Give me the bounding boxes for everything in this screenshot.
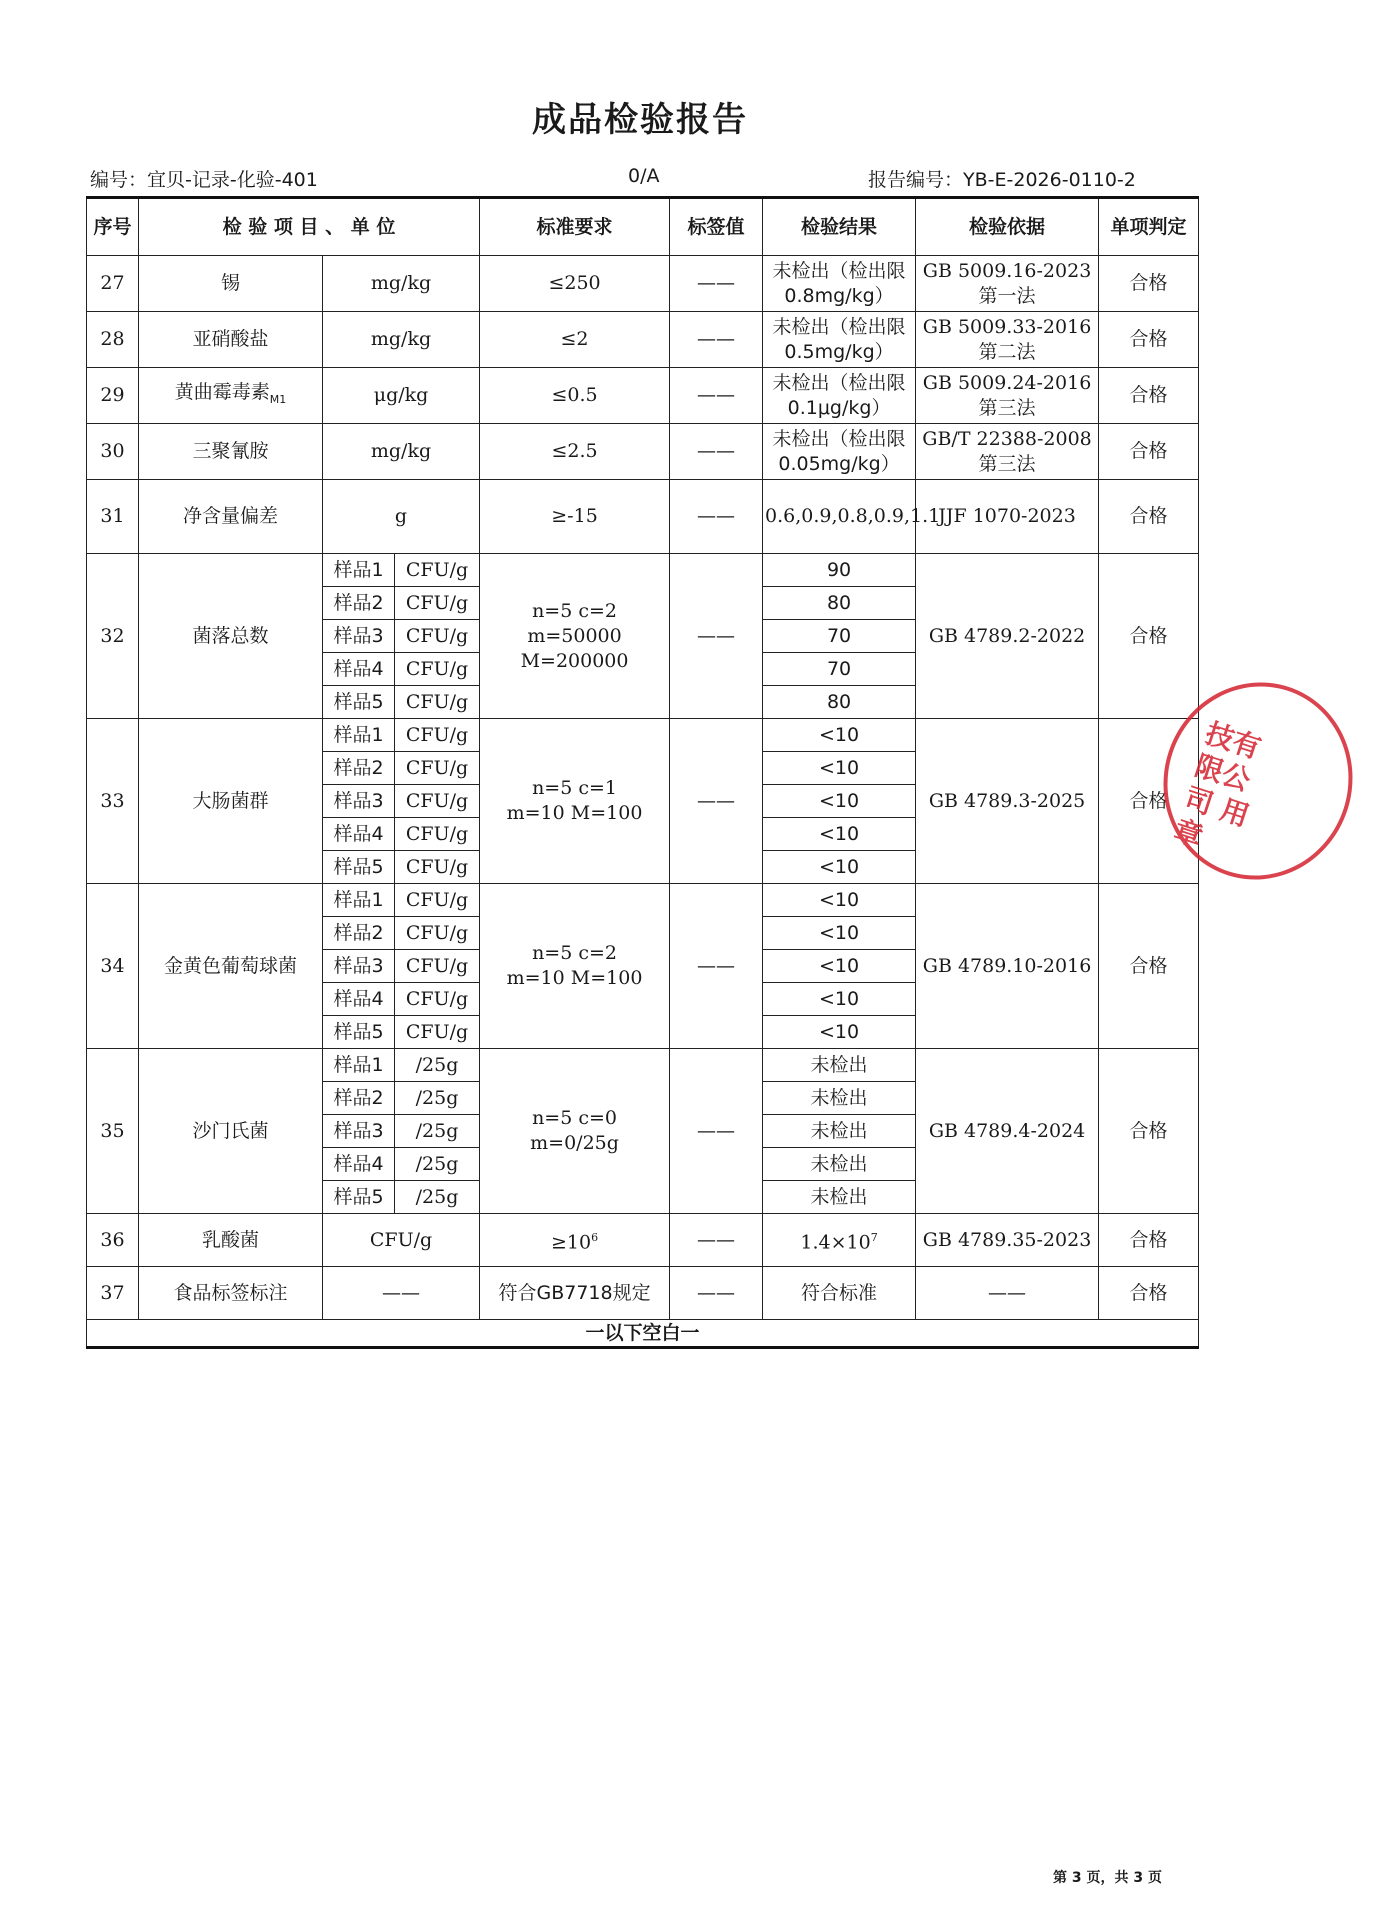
sample-unit: /25g [395,1049,480,1082]
sample-unit: CFU/g [395,884,480,917]
sample-unit: CFU/g [395,1016,480,1049]
standard: ≤2.5 [480,424,670,480]
standard: ≤250 [480,256,670,312]
label-value: —— [670,1267,763,1320]
row-no: 28 [87,312,139,368]
inspection-table [86,196,1199,1349]
item-name-text: 黄曲霉毒素 [174,380,270,403]
sample-unit: CFU/g [395,950,480,983]
table-row [87,1049,1199,1082]
result: 未检出（检出限0.1μg/kg） [763,368,916,424]
sample-name: 样品2 [323,752,395,785]
item-unit: mg/kg [323,312,480,368]
sample-unit: /25g [395,1082,480,1115]
judgement: 合格 [1099,719,1199,884]
row-no: 27 [87,256,139,312]
item-unit: g [323,480,480,554]
sample-result: 70 [763,620,916,653]
sample-result: 未检出 [763,1049,916,1082]
judgement: 合格 [1099,424,1199,480]
microbiology-section [87,554,1199,1214]
standard-exponent: 6 [591,1230,599,1244]
sample-name: 样品3 [323,785,395,818]
result [763,1214,916,1267]
label-value: —— [670,312,763,368]
basis: GB 5009.16-2023 第一法 [916,256,1099,312]
item-name: 乳酸菌 [139,1214,323,1267]
page-number: 第 3 页，共 3 页 [1053,1870,1162,1886]
table-row [87,424,1199,480]
sample-result: <10 [763,917,916,950]
judgement: 合格 [1099,480,1199,554]
basis: JJF 1070-2023 [916,480,1099,554]
item-name: 金黄色葡萄球菌 [139,884,323,1049]
basis: GB 4789.4-2024 [916,1049,1099,1214]
item-name: 大肠菌群 [139,719,323,884]
label-value: —— [670,719,763,884]
item-unit: mg/kg [323,424,480,480]
result: 未检出（检出限0.8mg/kg） [763,256,916,312]
sample-name: 样品5 [323,1016,395,1049]
sample-result: 未检出 [763,1148,916,1181]
label-value: —— [670,256,763,312]
row-no: 30 [87,424,139,480]
item-unit: mg/kg [323,256,480,312]
table-row [87,719,1199,752]
standard-line: m=50000 M=200000 [520,624,629,672]
sample-name: 样品5 [323,1181,395,1214]
item-name: 沙门氏菌 [139,1049,323,1214]
row-no: 32 [87,554,139,719]
sample-result: <10 [763,950,916,983]
col-header-item: 检 验 项 目 、 单 位 [139,198,480,256]
row-no: 35 [87,1049,139,1214]
row-no: 37 [87,1267,139,1320]
row-no: 33 [87,719,139,884]
standard [480,1049,670,1214]
sample-name: 样品1 [323,554,395,587]
sample-name: 样品4 [323,1148,395,1181]
result: 未检出（检出限0.05mg/kg） [763,424,916,480]
label-value: —— [670,884,763,1049]
item-name: 菌落总数 [139,554,323,719]
sample-result: <10 [763,1016,916,1049]
item-name: 食品标签标注 [139,1267,323,1320]
standard-line: n=5 c=2 [532,599,617,622]
label-value: —— [670,554,763,719]
sample-unit: CFU/g [395,554,480,587]
item-unit: —— [323,1267,480,1320]
sample-unit: CFU/g [395,653,480,686]
item-name: 亚硝酸盐 [139,312,323,368]
table-row [87,884,1199,917]
standard: ≥-15 [480,480,670,554]
table-footer-rows [87,1214,1199,1348]
sample-result: 未检出 [763,1082,916,1115]
standard [480,719,670,884]
sample-unit: CFU/g [395,851,480,884]
sample-result: <10 [763,752,916,785]
standard-line: m=10 M=100 [506,967,643,989]
table-body [87,256,1199,554]
standard-line: n=5 c=1 [532,777,617,799]
table-row [87,368,1199,424]
basis: GB 4789.10-2016 [916,884,1099,1049]
blank-note-row [87,1320,1199,1348]
report-number: 报告编号：YB-E-2026-0110-2 [868,169,1136,191]
sample-unit: CFU/g [395,818,480,851]
sample-unit: /25g [395,1181,480,1214]
basis: GB 4789.3-2025 [916,719,1099,884]
basis: GB 5009.33-2016 第二法 [916,312,1099,368]
sample-result: 70 [763,653,916,686]
sample-name: 样品4 [323,818,395,851]
report-title: 成品检验报告 [532,100,748,140]
record-number: 编号：宜贝-记录-化验-401 [90,169,318,191]
sample-name: 样品1 [323,719,395,752]
label-value: —— [670,368,763,424]
table-row [87,1267,1199,1320]
table-row [87,1214,1199,1267]
item-name-subscript: M1 [269,392,287,406]
standard: ≤0.5 [480,368,670,424]
sample-name: 样品5 [323,686,395,719]
sample-unit: CFU/g [395,587,480,620]
item-name: 净含量偏差 [139,480,323,554]
judgement: 合格 [1099,884,1199,1049]
sample-result: 未检出 [763,1115,916,1148]
sample-result: <10 [763,851,916,884]
sample-unit: CFU/g [395,686,480,719]
sample-name: 样品3 [323,620,395,653]
row-no: 31 [87,480,139,554]
item-unit: CFU/g [323,1214,480,1267]
judgement: 合格 [1099,554,1199,719]
standard-line: m=0/25g [530,1132,619,1154]
sample-unit: CFU/g [395,983,480,1016]
sample-name: 样品4 [323,653,395,686]
sample-unit: /25g [395,1148,480,1181]
sample-result: 未检出 [763,1181,916,1214]
item-unit: μg/kg [323,368,480,424]
result: 符合标准 [763,1267,916,1320]
judgement: 合格 [1099,256,1199,312]
standard-base: ≥10 [550,1231,592,1254]
sample-unit: CFU/g [395,752,480,785]
basis: GB/T 22388-2008 第三法 [916,424,1099,480]
row-no: 29 [87,368,139,424]
judgement: 合格 [1099,312,1199,368]
sample-name: 样品5 [323,851,395,884]
table-row [87,312,1199,368]
sample-unit: /25g [395,1115,480,1148]
col-header-result: 检验结果 [763,198,916,256]
row-no: 36 [87,1214,139,1267]
item-name [139,368,323,424]
result-exponent: 7 [870,1230,878,1244]
seal-text: 技有限公司 用章 [1169,716,1265,854]
sample-unit: CFU/g [395,620,480,653]
basis: GB 4789.2-2022 [916,554,1099,719]
basis: GB 5009.24-2016 第三法 [916,368,1099,424]
col-header-label: 标签值 [670,198,763,256]
sample-name: 样品1 [323,884,395,917]
sample-result: <10 [763,785,916,818]
basis: —— [916,1267,1099,1320]
sample-result: <10 [763,719,916,752]
sample-result: <10 [763,983,916,1016]
label-value: —— [670,1214,763,1267]
blank-note: 一以下空白一 [87,1320,1199,1348]
row-no: 34 [87,884,139,1049]
result-base: 1.4×10 [800,1231,871,1254]
label-value: —— [670,1049,763,1214]
sample-result: 80 [763,587,916,620]
basis: GB 4789.35-2023 [916,1214,1099,1267]
sample-unit: CFU/g [395,917,480,950]
sample-result: <10 [763,884,916,917]
standard [480,884,670,1049]
sample-name: 样品2 [323,1082,395,1115]
sample-name: 样品3 [323,1115,395,1148]
item-name: 三聚氰胺 [139,424,323,480]
sample-unit: CFU/g [395,719,480,752]
col-header-judgement: 单项判定 [1099,198,1199,256]
label-value: —— [670,480,763,554]
standard [480,1214,670,1267]
standard: 符合GB7718规定 [480,1267,670,1320]
sample-result: <10 [763,818,916,851]
judgement: 合格 [1099,1214,1199,1267]
label-value: —— [670,424,763,480]
judgement: 合格 [1099,1049,1199,1214]
standard [480,554,670,719]
sample-result: 80 [763,686,916,719]
table-row [87,256,1199,312]
standard: ≤2 [480,312,670,368]
item-name: 锡 [139,256,323,312]
sample-unit: CFU/g [395,785,480,818]
judgement: 合格 [1099,1267,1199,1320]
sample-result: 90 [763,554,916,587]
standard-line: m=10 M=100 [506,802,643,824]
table-row [87,554,1199,587]
judgement: 合格 [1099,368,1199,424]
col-header-basis: 检验依据 [916,198,1099,256]
standard-line: n=5 c=2 [532,942,617,964]
sample-name: 样品2 [323,917,395,950]
result: 0.6,0.9,0.8,0.9,1.1 [763,480,916,554]
col-header-no: 序号 [87,198,139,256]
document-version: 0/A [628,165,660,187]
col-header-standard: 标准要求 [480,198,670,256]
sample-name: 样品2 [323,587,395,620]
standard-line: n=5 c=0 [532,1107,617,1129]
result: 未检出（检出限0.5mg/kg） [763,312,916,368]
sample-name: 样品1 [323,1049,395,1082]
table-row [87,480,1199,554]
sample-name: 样品4 [323,983,395,1016]
sample-name: 样品3 [323,950,395,983]
